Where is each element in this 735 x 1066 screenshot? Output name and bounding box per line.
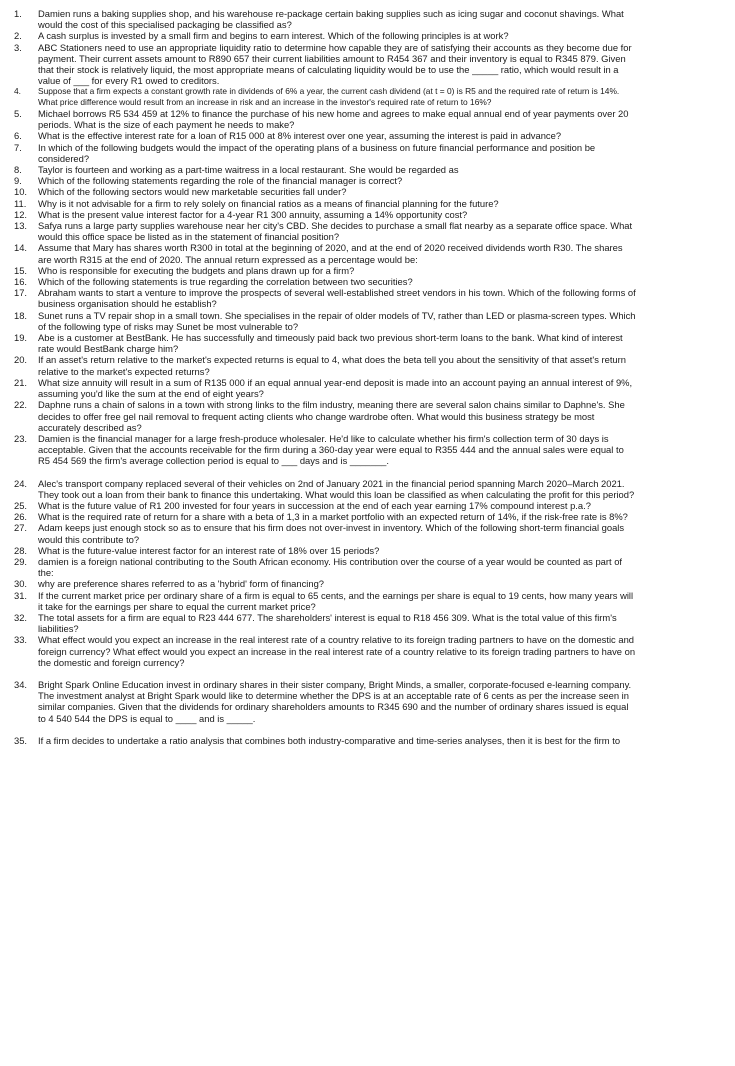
- question-item: [0, 164, 735, 175]
- question-text: Taylor is fourteen and working as a part-time waitress in a local restaurant. She would be regarded as: [38, 164, 459, 176]
- question-text: Alec's transport company replaced several of their vehicles on 2nd of January 2021 in the financial period spanning March 2020–March 2021. They took out a loan from their bank to finance this undertaking. What would this loan be classified as when calculating the profit for this period?: [38, 477, 635, 500]
- question-item: [0, 276, 735, 287]
- question-item: [0, 287, 735, 309]
- question-number: 19.: [14, 332, 28, 344]
- question-text: If the current market price per ordinary share of a firm is equal to 65 cents, and the earnings per share is equal to 19 cents, how many years will it take for the earnings per share to equal the current market price?: [38, 589, 634, 612]
- question-text: Bright Spark Online Education invest in ordinary shares in their sister company, Bright Minds, a smaller, corporate-focused e-learning company. The investment analyst at Bright Spark would like to determine whether the DPS is at an acceptable rate of 6 cents as per the increase seen in similar companies. Given that the dividends for ordinary shareholders amounts to R345 690 and the number of ordinary shares issued is equal to 4 540 544 the DPS is equal to ____ and is _____.: [38, 678, 632, 724]
- question-number: 5.: [14, 108, 22, 120]
- question-item: [0, 522, 735, 544]
- question-number: 20.: [14, 354, 28, 366]
- question-number: 6.: [14, 130, 22, 142]
- question-item: [0, 220, 735, 242]
- question-text: Abraham wants to start a venture to improve the prospects of several well-established street vendors in his town. Which of the following forms of business organisation should he establish?: [38, 287, 636, 310]
- question-text: Suppose that a firm expects a constant growth rate in dividends of 6% a year, the current cash dividend (at t = 0) is R5 and the required rate of return is 14%. What price difference would result from an increase in risk and an increase in the investor's required rate of return to 16%?: [38, 86, 620, 108]
- question-number: 24.: [14, 477, 28, 489]
- question-number: 27.: [14, 522, 28, 534]
- question-number: 7.: [14, 141, 22, 153]
- question-number: 21.: [14, 376, 28, 388]
- question-number: 31.: [14, 589, 28, 601]
- question-number: 33.: [14, 634, 28, 646]
- question-item: [0, 242, 735, 264]
- question-number: 22.: [14, 399, 28, 411]
- question-item: [0, 186, 735, 197]
- question-number: 1.: [14, 8, 22, 19]
- question-item: [0, 556, 735, 578]
- question-number: 16.: [14, 276, 28, 288]
- question-item: [0, 578, 735, 589]
- question-number: 34.: [14, 678, 28, 690]
- question-text: Safya runs a large party supplies warehouse near her city's CBD. She decides to purchase a small flat nearby as a separate office space. What would this office space be listed as in the statement of financial position?: [38, 220, 633, 243]
- question-number: 35.: [14, 734, 28, 746]
- question-item: [0, 500, 735, 511]
- question-item: [0, 634, 735, 668]
- question-text: The total assets for a firm are equal to R23 444 677. The shareholders' interest is equal to R18 456 309. What is the total value of this firm's liabilities?: [38, 611, 617, 635]
- question-text: What is the effective interest rate for a loan of R15 000 at 8% interest over one year, assuming the interest is paid in advance?: [38, 130, 562, 142]
- question-text: What is the present value interest factor for a 4-year R1 300 annuity, assuming a 14% opportunity cost?: [38, 208, 468, 220]
- question-item: [0, 265, 735, 276]
- question-text: Abe is a customer at BestBank. He has successfully and timeously paid back two previous short-term loans to the bank. What kind of interest rate would BestBank charge him?: [38, 332, 623, 355]
- question-item: [0, 377, 735, 399]
- question-text: In which of the following budgets would the impact of the operating plans of a business on future financial performance and position be considered?: [38, 141, 596, 164]
- question-number: 32.: [14, 611, 28, 623]
- question-number: 14.: [14, 242, 28, 254]
- question-number: 28.: [14, 544, 28, 556]
- question-number: 4.: [14, 86, 21, 97]
- question-item: [0, 310, 735, 332]
- question-item: [0, 354, 735, 376]
- question-text: What is the required rate of return for a share with a beta of 1,3 in a market portfolio with an expected return of 14%, if the risk-free rate is 8%?: [38, 511, 628, 523]
- question-number: 9.: [14, 175, 22, 187]
- question-item: [0, 142, 735, 164]
- question-number: 8.: [14, 164, 22, 176]
- question-number: 10.: [14, 186, 28, 198]
- question-text: A cash surplus is invested by a small firm and begins to earn interest. Which of the following principles is at work?: [38, 30, 509, 42]
- question-number: 26.: [14, 511, 28, 523]
- question-number: 15.: [14, 264, 28, 276]
- question-text: If a firm decides to undertake a ratio analysis that combines both industry-comparative and time-series analyses, then it is best for the firm to: [38, 734, 621, 746]
- question-number: 13.: [14, 220, 28, 232]
- question-item: [0, 42, 735, 87]
- question-item: [0, 130, 735, 141]
- question-number: 12.: [14, 208, 28, 220]
- question-item: [0, 433, 735, 467]
- question-number: 25.: [14, 499, 28, 511]
- question-text: Assume that Mary has shares worth R300 in total at the beginning of 2020, and at the end of 2020 received dividends worth R30. The shares are worth R315 at the end of 2020. The annual return expressed as a percentage would be:: [38, 242, 623, 265]
- question-number: 2.: [14, 30, 22, 42]
- question-item: [0, 108, 735, 130]
- question-item: [0, 175, 735, 186]
- question-text: Which of the following sectors would new marketable securities fall under?: [38, 186, 347, 198]
- question-text: damien is a foreign national contributing to the South African economy. His contribution over the course of a year would be counted as part of the:: [38, 555, 623, 579]
- question-item: [0, 86, 735, 108]
- question-text: What size annuity will result in a sum of R135 000 if an equal annual year-end deposit is made into an account paying an annual interest of 9%, assuming you'd like the sum at the end of eight years?: [38, 376, 633, 400]
- question-item: [0, 679, 735, 724]
- question-item: [0, 545, 735, 556]
- question-item: [0, 511, 735, 522]
- question-text: Which of the following statements is true regarding the correlation between two securities?: [38, 276, 413, 288]
- question-text: If an asset's return relative to the market's expected returns is equal to 4, what does the beta tell you about the sensitivity of that asset's return relative to the market's expected returns?: [38, 354, 626, 377]
- question-text: Why is it not advisable for a firm to rely solely on financial ratios as a means of financial planning for the future?: [38, 197, 499, 209]
- question-number: 29.: [14, 555, 28, 567]
- question-item: [0, 399, 735, 433]
- question-text: Sunet runs a TV repair shop in a small town. She specialises in the repair of older models of TV, rather than LED or plasma-screen types. Which of the following type of risks may Sunet be most vulnerable to?: [38, 309, 636, 332]
- question-item: [0, 478, 735, 500]
- question-text: Which of the following statements regarding the role of the financial manager is correct?: [38, 175, 403, 187]
- question-text: Michael borrows R5 534 459 at 12% to finance the purchase of his new home and agrees to make equal annual end of year payments over 20 periods. What is the size of each payment he needs to make?: [38, 108, 629, 131]
- question-item: [0, 735, 735, 746]
- question-number: 18.: [14, 309, 28, 321]
- question-text: What effect would you expect an increase in the real interest rate of a country relative to its foreign trading partners to have on the domestic and foreign currency? What effect would you expect an increase in the real interest rate of a country relative to its foreign trading partners to have on the domestic and foreign currency?: [38, 634, 636, 668]
- question-text: Daphne runs a chain of salons in a town with strong links to the film industry, meaning there are several salon chains similar to Daphne's. She decides to offer free gel nail removal to frequent acting clients who change wardrobe often. What would this business strategy be most accurately described as?: [38, 399, 625, 433]
- question-item: [0, 332, 735, 354]
- question-item: [0, 198, 735, 209]
- question-number: 3.: [14, 41, 22, 53]
- question-number: 23.: [14, 432, 28, 444]
- question-text: Who is responsible for executing the budgets and plans drawn up for a firm?: [38, 264, 355, 276]
- question-number: 17.: [14, 287, 28, 299]
- question-text: What is the future value of R1 200 invested for four years in succession at the end of each year earning 17% compound interest p.a.?: [38, 499, 591, 511]
- question-item: [0, 590, 735, 612]
- question-text: What is the future-value interest factor for an interest rate of 18% over 15 periods?: [38, 544, 380, 556]
- question-number: 30.: [14, 578, 28, 590]
- question-text: Adam keeps just enough stock so as to ensure that his firm does not over-invest in inventory. Which of the following short-term financial goals would this contribute to?: [38, 522, 625, 545]
- question-item: [0, 8, 735, 30]
- question-text: Damien is the financial manager for a large fresh-produce wholesaler. He'd like to calculate whether his firm's collection term of 30 days is acceptable. Given that the accounts receivable for the firm during a 360-day year were equal to R355 444 and the annual sales were equal to R5 454 569 the firm's average collection period is equal to ___ days and is _______.: [38, 432, 624, 467]
- question-text: why are preference shares referred to as a 'hybrid' form of financing?: [38, 578, 325, 590]
- question-item: [0, 209, 735, 220]
- question-number: 11.: [14, 197, 27, 209]
- question-text: ABC Stationers need to use an appropriate liquidity ratio to determine how capable they are of satisfying their accounts as they become due for payment. Their current assets amount to R890 657 their current liabilities amount to R454 367 and their inventory is equal to R345 879. Given that their stock is relatively liquid, the most appropriate means of calculating liquidity would be to use the _____ ratio, which would result in a value of ___ for every R1 owed to creditors.: [38, 41, 632, 87]
- question-item: [0, 30, 735, 41]
- question-item: [0, 612, 735, 634]
- question-text: Damien runs a baking supplies shop, and his warehouse re-package certain baking supplies such as icing sugar and coconut shavings. What would the cost of this specialised packaging be classified as?: [38, 8, 624, 31]
